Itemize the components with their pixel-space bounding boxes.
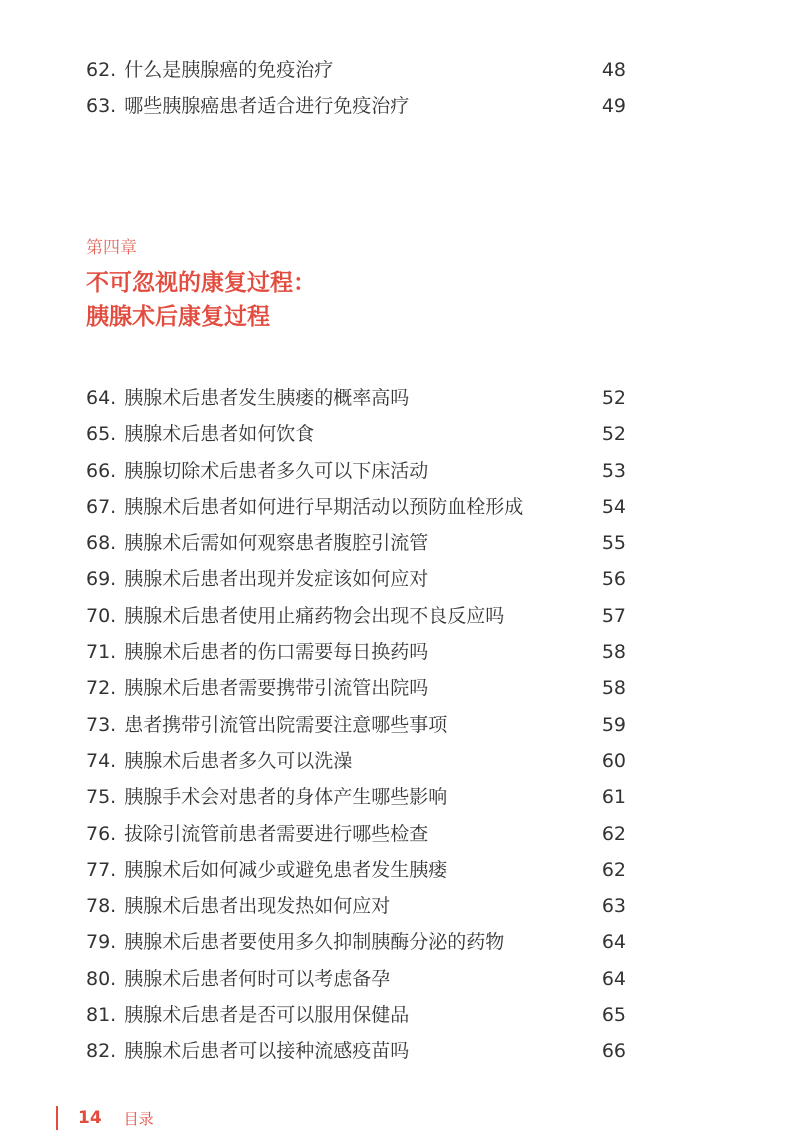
toc-entry-text	[86, 416, 314, 452]
toc-entry-page: 57	[601, 604, 626, 627]
toc-entry-title: 胰腺术后患者是否可以服用保健品	[124, 1004, 410, 1027]
toc-entry-number: 72.	[86, 677, 117, 700]
toc-entry-text	[86, 779, 447, 815]
toc-entry-text	[86, 380, 409, 416]
toc-entry-number: 66.	[86, 459, 117, 482]
toc-entry-page: 63	[601, 895, 626, 918]
toc-entry-number: 79.	[86, 931, 117, 954]
toc-entry[interactable]	[86, 52, 626, 88]
toc-entry-page: 58	[601, 641, 626, 664]
toc-entry[interactable]	[86, 598, 626, 634]
toc-entry[interactable]	[86, 380, 626, 416]
toc-entry-text	[86, 561, 428, 597]
toc-entry-text	[86, 888, 390, 924]
toc-entry-page: 52	[601, 423, 626, 446]
toc-entry-number: 76.	[86, 822, 117, 845]
toc-entry-number: 78.	[86, 895, 117, 918]
toc-entry-page: 62	[601, 822, 626, 845]
toc-entry[interactable]	[86, 561, 626, 597]
toc-entry-title: 胰腺术后需如何观察患者腹腔引流管	[124, 532, 429, 555]
toc-entry-text	[86, 997, 409, 1033]
toc-entry-title: 胰腺术后如何减少或避免患者发生胰瘘	[124, 858, 448, 881]
footer-section-label: 目录	[123, 1109, 154, 1128]
toc-entry-page: 60	[601, 749, 626, 772]
chapter-label: 第四章	[86, 238, 137, 258]
toc-entry-text	[86, 453, 428, 489]
toc-entry-title: 胰腺术后患者如何进行早期活动以预防血栓形成	[124, 495, 524, 518]
toc-entry-page: 64	[601, 931, 626, 954]
toc-entry-text	[86, 743, 352, 779]
toc-entry-page: 62	[601, 858, 626, 881]
toc-entry-number: 74.	[86, 749, 117, 772]
toc-entry[interactable]	[86, 634, 626, 670]
toc-entry-title: 胰腺术后患者出现发热如何应对	[124, 895, 391, 918]
toc-entry[interactable]	[86, 416, 626, 452]
toc-entry-title: 胰腺术后患者如何饮食	[124, 423, 315, 446]
toc-entry-number: 73.	[86, 713, 117, 736]
toc-entry[interactable]	[86, 1033, 626, 1069]
toc-entry-title: 什么是胰腺癌的免疫治疗	[124, 59, 334, 81]
toc-entry-page: 56	[601, 568, 626, 591]
toc-entry[interactable]	[86, 961, 626, 997]
toc-entry-page: 65	[601, 1004, 626, 1027]
toc-entry-page: 64	[601, 967, 626, 990]
toc-entry-page: 54	[601, 495, 626, 518]
toc-entry-page: 59	[601, 713, 626, 736]
chapter-title	[86, 266, 316, 334]
toc-entry-title: 胰腺手术会对患者的身体产生哪些影响	[124, 786, 448, 809]
toc-entry-title: 胰腺术后患者可以接种流感疫苗吗	[124, 1040, 410, 1063]
toc-entry[interactable]	[86, 670, 626, 706]
toc-entry-title: 胰腺术后患者需要携带引流管出院吗	[124, 677, 429, 700]
toc-entry-title: 拔除引流管前患者需要进行哪些检查	[124, 822, 429, 845]
toc-entry-page: 55	[601, 532, 626, 555]
chapter-title-line2: 胰腺术后康复过程	[86, 304, 270, 330]
toc-entry[interactable]	[86, 707, 626, 743]
toc-entry-text	[86, 961, 390, 997]
toc-entry-text	[86, 88, 409, 124]
toc-entry[interactable]	[86, 924, 626, 960]
toc-entry[interactable]	[86, 489, 626, 525]
toc-entry[interactable]	[86, 88, 626, 124]
toc-entry-number: 63.	[86, 95, 117, 118]
toc-entry-text	[86, 634, 428, 670]
toc-entry-page: 58	[601, 677, 626, 700]
toc-entry-number: 67.	[86, 495, 117, 518]
toc-entry[interactable]	[86, 743, 626, 779]
toc-entry-title: 哪些胰腺癌患者适合进行免疫治疗	[124, 95, 410, 118]
toc-entry-page: 61	[601, 786, 626, 809]
toc-entry-title: 胰腺切除术后患者多久可以下床活动	[124, 459, 429, 482]
toc-entry-text	[86, 489, 523, 525]
footer-page-number: 14	[78, 1108, 102, 1128]
toc-entry[interactable]	[86, 525, 626, 561]
toc-entry-page: 52	[601, 387, 626, 409]
page-footer	[56, 1104, 154, 1132]
toc-entry-text	[86, 924, 504, 960]
toc-entry-text	[86, 52, 333, 88]
toc-entry-page: 48	[601, 59, 626, 81]
toc-entry-text	[86, 852, 447, 888]
toc-entry[interactable]	[86, 779, 626, 815]
toc-entry-text	[86, 525, 428, 561]
toc-entry-number: 65.	[86, 423, 117, 446]
toc-entry-page: 53	[601, 459, 626, 482]
footer-divider	[56, 1106, 58, 1130]
toc-entry-number: 77.	[86, 858, 117, 881]
toc-entry-title: 胰腺术后患者要使用多久抑制胰酶分泌的药物	[124, 931, 505, 954]
chapter-title-line1: 不可忽视的康复过程：	[86, 270, 316, 296]
toc-entry-text	[86, 816, 428, 852]
toc-entry-number: 70.	[86, 604, 117, 627]
toc-entry-title: 胰腺术后患者的伤口需要每日换药吗	[124, 641, 429, 664]
toc-entry[interactable]	[86, 453, 626, 489]
toc-entry-text	[86, 598, 504, 634]
toc-entry-title: 患者携带引流管出院需要注意哪些事项	[124, 713, 448, 736]
toc-entry-page: 66	[601, 1040, 626, 1063]
toc-entry-number: 82.	[86, 1040, 117, 1063]
toc-entry-text	[86, 670, 428, 706]
toc-entry-number: 69.	[86, 568, 117, 591]
toc-entry-title: 胰腺术后患者出现并发症该如何应对	[124, 568, 429, 591]
toc-entry-number: 62.	[86, 59, 117, 81]
toc-list-top	[86, 52, 626, 125]
toc-entry[interactable]	[86, 888, 626, 924]
toc-entry-title: 胰腺术后患者多久可以洗澡	[124, 749, 353, 772]
toc-entry[interactable]	[86, 852, 626, 888]
toc-entry[interactable]	[86, 816, 626, 852]
chapter-heading	[86, 236, 316, 334]
toc-entry-number: 71.	[86, 641, 117, 664]
toc-entry-text	[86, 707, 447, 743]
toc-entry-text	[86, 1033, 409, 1069]
toc-entry-number: 68.	[86, 532, 117, 555]
toc-entry-page: 49	[601, 95, 626, 118]
toc-entry-title: 胰腺术后患者何时可以考虑备孕	[124, 967, 391, 990]
toc-entry-number: 75.	[86, 786, 117, 809]
toc-entry-number: 80.	[86, 967, 117, 990]
toc-entry[interactable]	[86, 997, 626, 1033]
toc-entry-number: 64.	[86, 387, 117, 409]
toc-entry-title: 胰腺术后患者发生胰瘘的概率高吗	[124, 387, 410, 409]
toc-entry-number: 81.	[86, 1004, 117, 1027]
toc-list-main	[86, 380, 626, 1070]
toc-entry-title: 胰腺术后患者使用止痛药物会出现不良反应吗	[124, 604, 505, 627]
